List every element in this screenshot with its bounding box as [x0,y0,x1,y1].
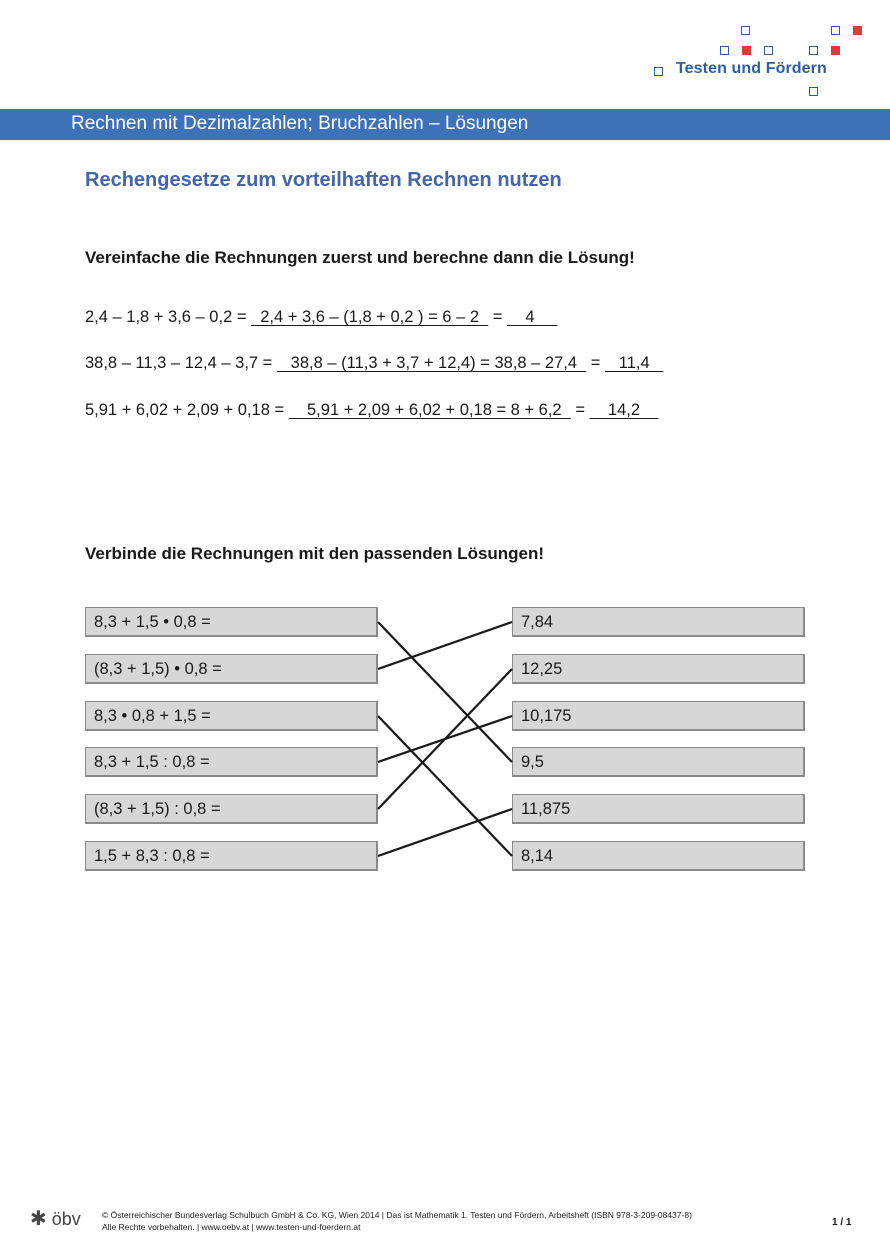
equation-left: 2,4 – 1,8 + 3,6 – 0,2 = [85,308,252,326]
connector-line [378,622,512,669]
footer-copyright [102,1209,692,1233]
solution-box: 9,5 [512,747,805,777]
page-title: Rechnen mit Dezimalzahlen; Bruchzahlen – Lösungen [71,113,529,134]
calculation-box: 8,3 • 0,8 + 1,5 = [85,701,378,731]
section-title: Rechengesetze zum vorteilhaften Rechnen nutzen [85,169,562,191]
solution-box: 11,875 [512,794,805,824]
solution-box: 7,84 [512,607,805,637]
equation-work: 2,4 + 3,6 – (1,8 + 0,2 ) = 6 – 2 [251,308,489,326]
equation-work: 38,8 – (11,3 + 3,7 + 12,4) = 38,8 – 27,4 [276,354,587,372]
connector-line [378,622,512,762]
publisher-logo [30,1206,81,1231]
connector-line [378,809,512,856]
calculation-box: (8,3 + 1,5) : 0,8 = [85,794,378,824]
brand-name: Testen und Fördern [676,60,827,77]
equals-sign: = [488,308,507,326]
equation-left: 5,91 + 6,02 + 2,09 + 0,18 = [85,401,289,419]
equals-sign: = [586,354,606,372]
publisher-star-icon: ✱ [30,1208,47,1230]
calculation-box: 8,3 + 1,5 • 0,8 = [85,607,378,637]
equation-answer: 11,4 [605,354,664,372]
equation-answer: 4 [507,308,558,326]
equals-sign: = [570,401,590,419]
calculation-box: (8,3 + 1,5) • 0,8 = [85,654,378,684]
calculation-box: 8,3 + 1,5 : 0,8 = [85,747,378,777]
calculation-box: 1,5 + 8,3 : 0,8 = [85,841,378,871]
publisher-logo-text: öbv [51,1209,81,1229]
equation-answer: 14,2 [589,401,659,419]
task2-instruction: Verbinde die Rechnungen mit den passenden Lösungen! [85,544,545,563]
connector-line [378,716,512,856]
solution-box: 10,175 [512,701,805,731]
connector-line [378,669,512,809]
equation-work: 5,91 + 2,09 + 6,02 + 0,18 = 8 + 6,2 [288,401,571,419]
footer-line: Alle Rechte vorbehalten. | www.oebv.at | www.testen-und-foerdern.at [102,1222,361,1232]
page-number: 1 / 1 [832,1217,852,1228]
solution-box: 12,25 [512,654,805,684]
footer-line: © Österreichischer Bundesverlag Schulbuch GmbH & Co. KG, Wien 2014 | Das ist Mathematik 1. Testen und Fördern, Arbeitsheft (ISBN 978-3-209-08437-8) [102,1210,692,1220]
solution-box: 8,14 [512,841,805,871]
task1-instruction: Vereinfache die Rechnungen zuerst und berechne dann die Lösung! [85,248,635,267]
equation-left: 38,8 – 11,3 – 12,4 – 3,7 = [85,354,277,372]
